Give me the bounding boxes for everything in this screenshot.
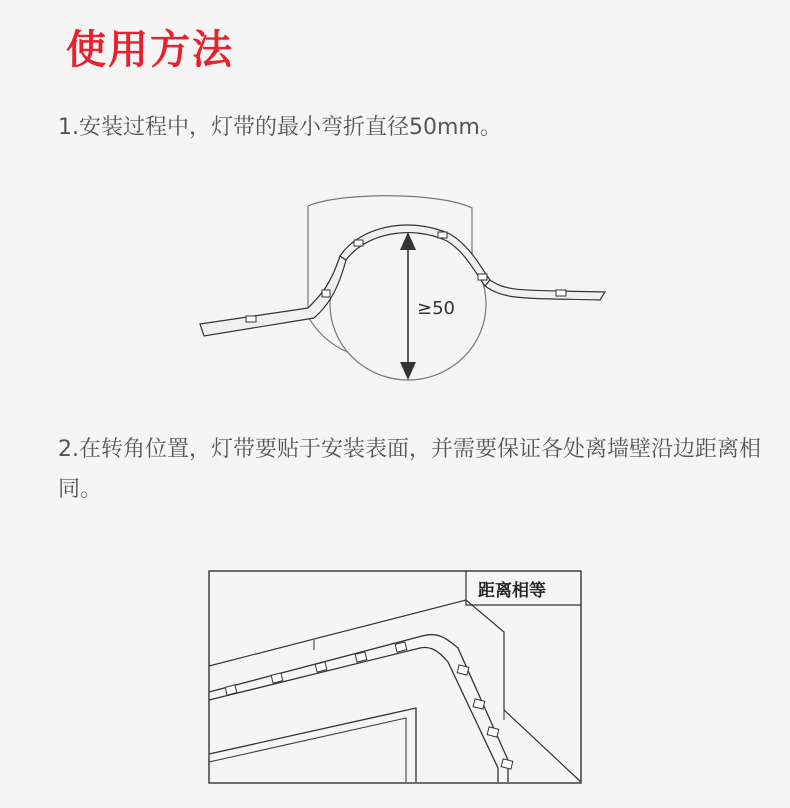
led-chip: [501, 759, 513, 769]
led-chip: [355, 652, 367, 662]
led-chip: [478, 274, 487, 280]
led-chip: [322, 290, 330, 297]
page-title: 使用方法: [66, 27, 234, 73]
led-chip: [556, 290, 566, 296]
led-chip: [473, 699, 485, 709]
led-chip: [395, 642, 407, 652]
led-chip: [354, 240, 363, 246]
led-chip: [225, 685, 237, 695]
led-chip: [487, 727, 499, 737]
led-chip: [438, 232, 447, 238]
bend-diameter-diagram: [190, 186, 610, 386]
corner-install-diagram: [208, 570, 582, 784]
led-chip: [457, 665, 469, 675]
strip-right: [485, 280, 605, 300]
instruction-step-1: 1.安装过程中，灯带的最小弯折直径50mm。: [58, 115, 502, 140]
diameter-label: ≥50: [417, 298, 455, 319]
led-chip: [246, 316, 256, 322]
equal-distance-caption: 距离相等: [478, 581, 546, 601]
led-chip: [315, 662, 327, 672]
instruction-step-2: 2.在转角位置，灯带要贴于安装表面，并需要保证各处离墙壁沿边距离相同。: [58, 437, 761, 502]
led-chip: [271, 673, 283, 683]
